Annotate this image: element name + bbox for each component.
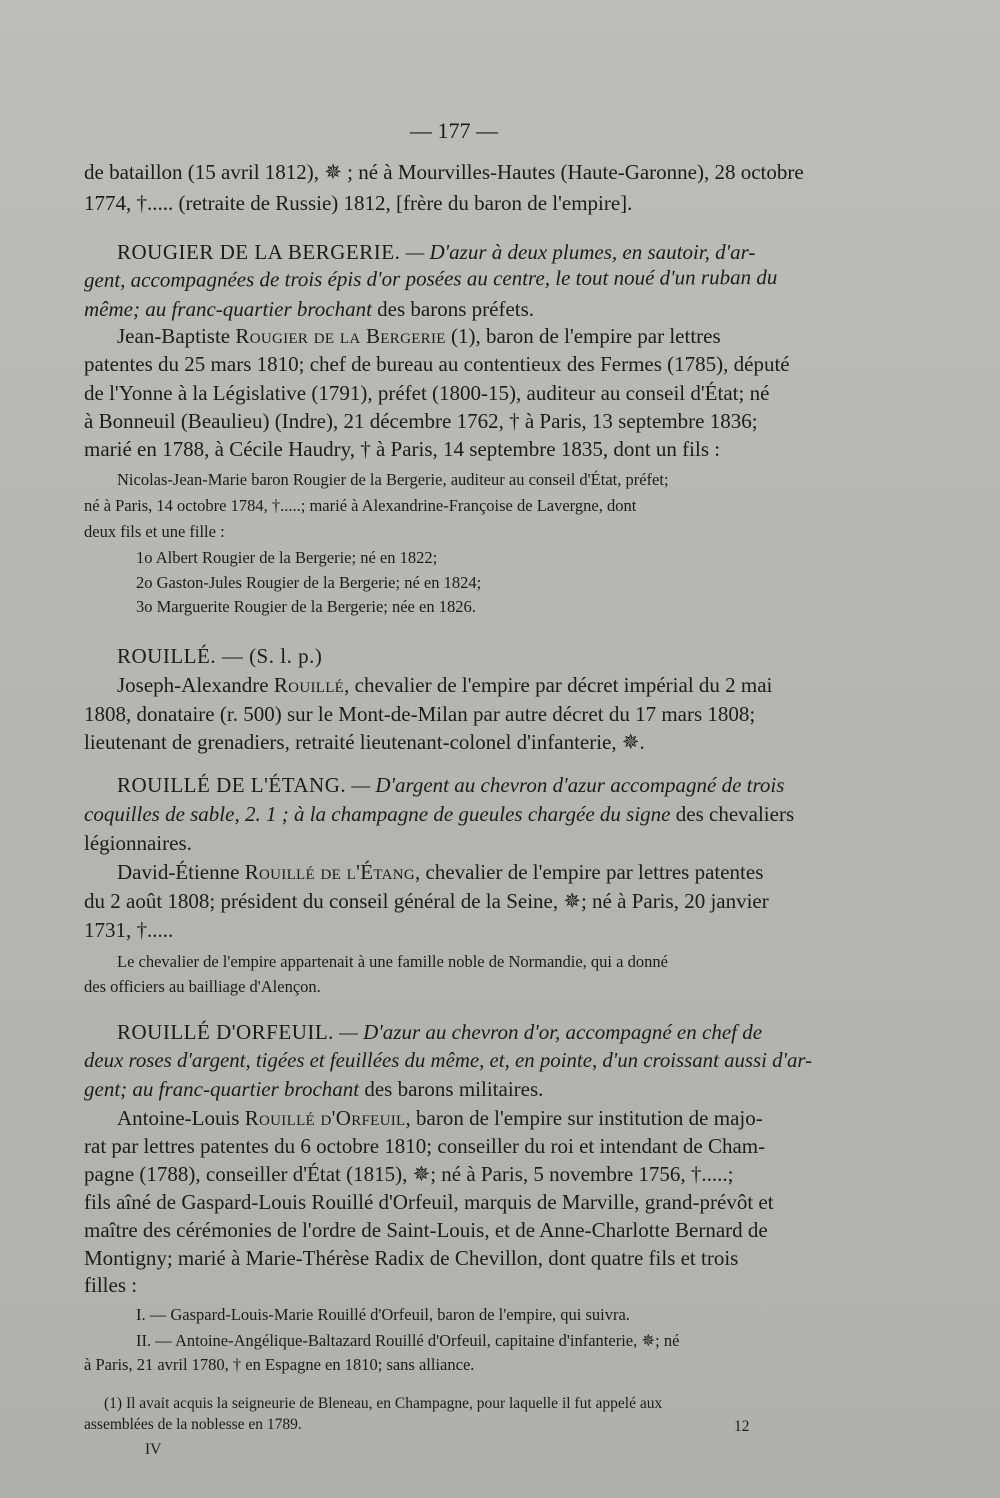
text-line: 1808, donataire (r. 500) sur le Mont-de-Milan par autre décret du 17 mars 1808; xyxy=(84,702,756,726)
text-span: , chevalier de l'empire par lettres patentes xyxy=(415,860,764,884)
text-line: 1774, †..... (retraite de Russie) 1812, [frère du baron de l'empire]. xyxy=(84,191,633,215)
list-item: I. — Gaspard-Louis-Marie Rouillé d'Orfeuil, baron de l'empire, qui suivra. xyxy=(136,1305,630,1324)
text-line xyxy=(117,240,755,265)
text-line: Nicolas-Jean-Marie baron Rougier de la Bergerie, auditeur au conseil d'État, préfet; xyxy=(117,470,669,489)
note-line: Le chevalier de l'empire appartenait à une famille noble de Normandie, qui a donné xyxy=(117,952,668,971)
text-line xyxy=(84,297,534,322)
blazon-text-roman: des barons militaires. xyxy=(364,1077,544,1101)
person-surname: Rougier de la Bergerie xyxy=(235,324,446,348)
text-line: rat par lettres patentes du 6 octobre 1810; conseiller du roi et intendant de Cham- xyxy=(84,1134,766,1158)
text-line: filles : xyxy=(84,1273,138,1297)
list-item: 2o Gaston-Jules Rougier de la Bergerie; né en 1824; xyxy=(136,573,482,592)
text-line: Montigny; marié à Marie-Thérèse Radix de Chevillon, dont quatre fils et trois xyxy=(84,1246,739,1270)
text-line: 1731, †..... xyxy=(84,918,174,942)
text-line: fils aîné de Gaspard-Louis Rouillé d'Orfeuil, marquis de Marville, grand-prévôt et xyxy=(84,1190,774,1214)
text-line xyxy=(117,324,721,349)
text-line: à Bonneuil (Beaulieu) (Indre), 21 décembre 1762, † à Paris, 13 septembre 1836; xyxy=(84,409,758,433)
person-given-names: Antoine-Louis xyxy=(117,1106,240,1130)
entry-heading: ROUGIER DE LA BERGERIE. xyxy=(117,240,401,264)
blazon-text: — D'azur au chevron d'or, accompagné en chef de xyxy=(339,1020,763,1044)
text-line: lieutenant de grenadiers, retraité lieutenant-colonel d'infanterie, ✵. xyxy=(84,730,645,754)
text-line: de bataillon (15 avril 1812), ✵ ; né à Mourvilles-Hautes (Haute-Garonne), 28 octobre xyxy=(84,160,804,184)
blazon-text: — D'argent au chevron d'azur accompagné de trois xyxy=(351,773,785,797)
list-item: II. — Antoine-Angélique-Baltazard Rouillé d'Orfeuil, capitaine d'infanterie, ✵; né xyxy=(136,1331,680,1350)
text-line: deux fils et une fille : xyxy=(84,522,225,541)
text-span: , chevalier de l'empire par décret impérial du 2 mai xyxy=(344,673,773,697)
entry-heading: ROUILLÉ. — (S. l. p.) xyxy=(117,644,323,668)
blazon-text: deux roses d'argent, tigées et feuillées du même, et, en pointe, d'un croissant aussi d'ar- xyxy=(84,1048,813,1072)
text-line: légionnaires. xyxy=(84,831,192,855)
list-item: 3o Marguerite Rougier de la Bergerie; née en 1826. xyxy=(136,597,476,616)
footnote: (1) Il avait acquis la seigneurie de Bleneau, en Champagne, pour laquelle il fut appelé aux xyxy=(104,1395,663,1412)
text-line: de l'Yonne à la Législative (1791), préfet (1800-15), auditeur au conseil d'État; né xyxy=(84,381,770,405)
text-line: patentes du 25 mars 1810; chef de bureau au contentieux des Fermes (1785), député xyxy=(84,352,790,376)
blazon-text: gent; au franc-quartier brochant xyxy=(84,1077,360,1101)
blazon-text: — D'azur à deux plumes, en sautoir, d'ar- xyxy=(405,240,756,264)
text-line xyxy=(117,1020,762,1045)
volume-mark: IV xyxy=(145,1441,162,1458)
page-number: — 177 — xyxy=(410,118,498,143)
text-span: , baron de l'empire sur institution de majo- xyxy=(405,1106,763,1130)
person-given-names: Jean-Baptiste xyxy=(117,324,231,348)
note-line: des officiers au bailliage d'Alençon. xyxy=(84,977,321,996)
text-line xyxy=(117,1106,763,1131)
text-line: à Paris, 21 avril 1780, † en Espagne en 1810; sans alliance. xyxy=(84,1355,475,1374)
blazon-text: coquilles de sable, 2. 1 ; à la champagne de gueules chargée du signe xyxy=(84,802,671,826)
text-line xyxy=(84,1077,543,1102)
blazon-text: gent, accompagnées de trois épis d'or posées au centre, le tout noué d'un ruban du xyxy=(83,264,778,292)
person-given-names: David-Étienne xyxy=(117,860,240,884)
person-surname: Rouillé d'Orfeuil xyxy=(244,1106,406,1130)
text-line: pagne (1788), conseiller d'État (1815), ✵; né à Paris, 5 novembre 1756, †.....; xyxy=(84,1162,734,1186)
blazon-text: même; au franc-quartier brochant xyxy=(84,297,372,321)
text-line: marié en 1788, à Cécile Haudry, † à Paris, 14 septembre 1835, dont un fils : xyxy=(84,437,721,461)
text-line: maître des cérémonies de l'ordre de Saint-Louis, et de Anne-Charlotte Bernard de xyxy=(84,1218,768,1242)
person-surname: Rouillé xyxy=(273,673,345,697)
text-line: du 2 août 1808; président du conseil général de la Seine, ✵; né à Paris, 20 janvier xyxy=(84,889,769,913)
text-line xyxy=(117,860,763,885)
blazon-text-roman: des chevaliers xyxy=(675,802,795,826)
person-surname: Rouillé de l'Étang xyxy=(244,860,415,884)
entry-heading: ROUILLÉ D'ORFEUIL. xyxy=(117,1020,334,1044)
list-item: 1o Albert Rougier de la Bergerie; né en 1822; xyxy=(136,548,438,567)
blazon-text-roman: des barons préfets. xyxy=(377,297,535,321)
entry-heading: ROUILLÉ DE L'ÉTANG. xyxy=(117,773,347,797)
text-line xyxy=(84,802,794,827)
text-line xyxy=(117,673,772,698)
text-span: (1), baron de l'empire par lettres xyxy=(450,324,721,348)
footnote: assemblées de la noblesse en 1789. xyxy=(84,1416,302,1433)
text-line xyxy=(117,773,784,798)
text-line: né à Paris, 14 octobre 1784, †.....; marié à Alexandrine-Françoise de Lavergne, dont xyxy=(84,496,637,515)
signature-mark: 12 xyxy=(734,1418,750,1435)
person-given-names: Joseph-Alexandre xyxy=(117,673,269,697)
